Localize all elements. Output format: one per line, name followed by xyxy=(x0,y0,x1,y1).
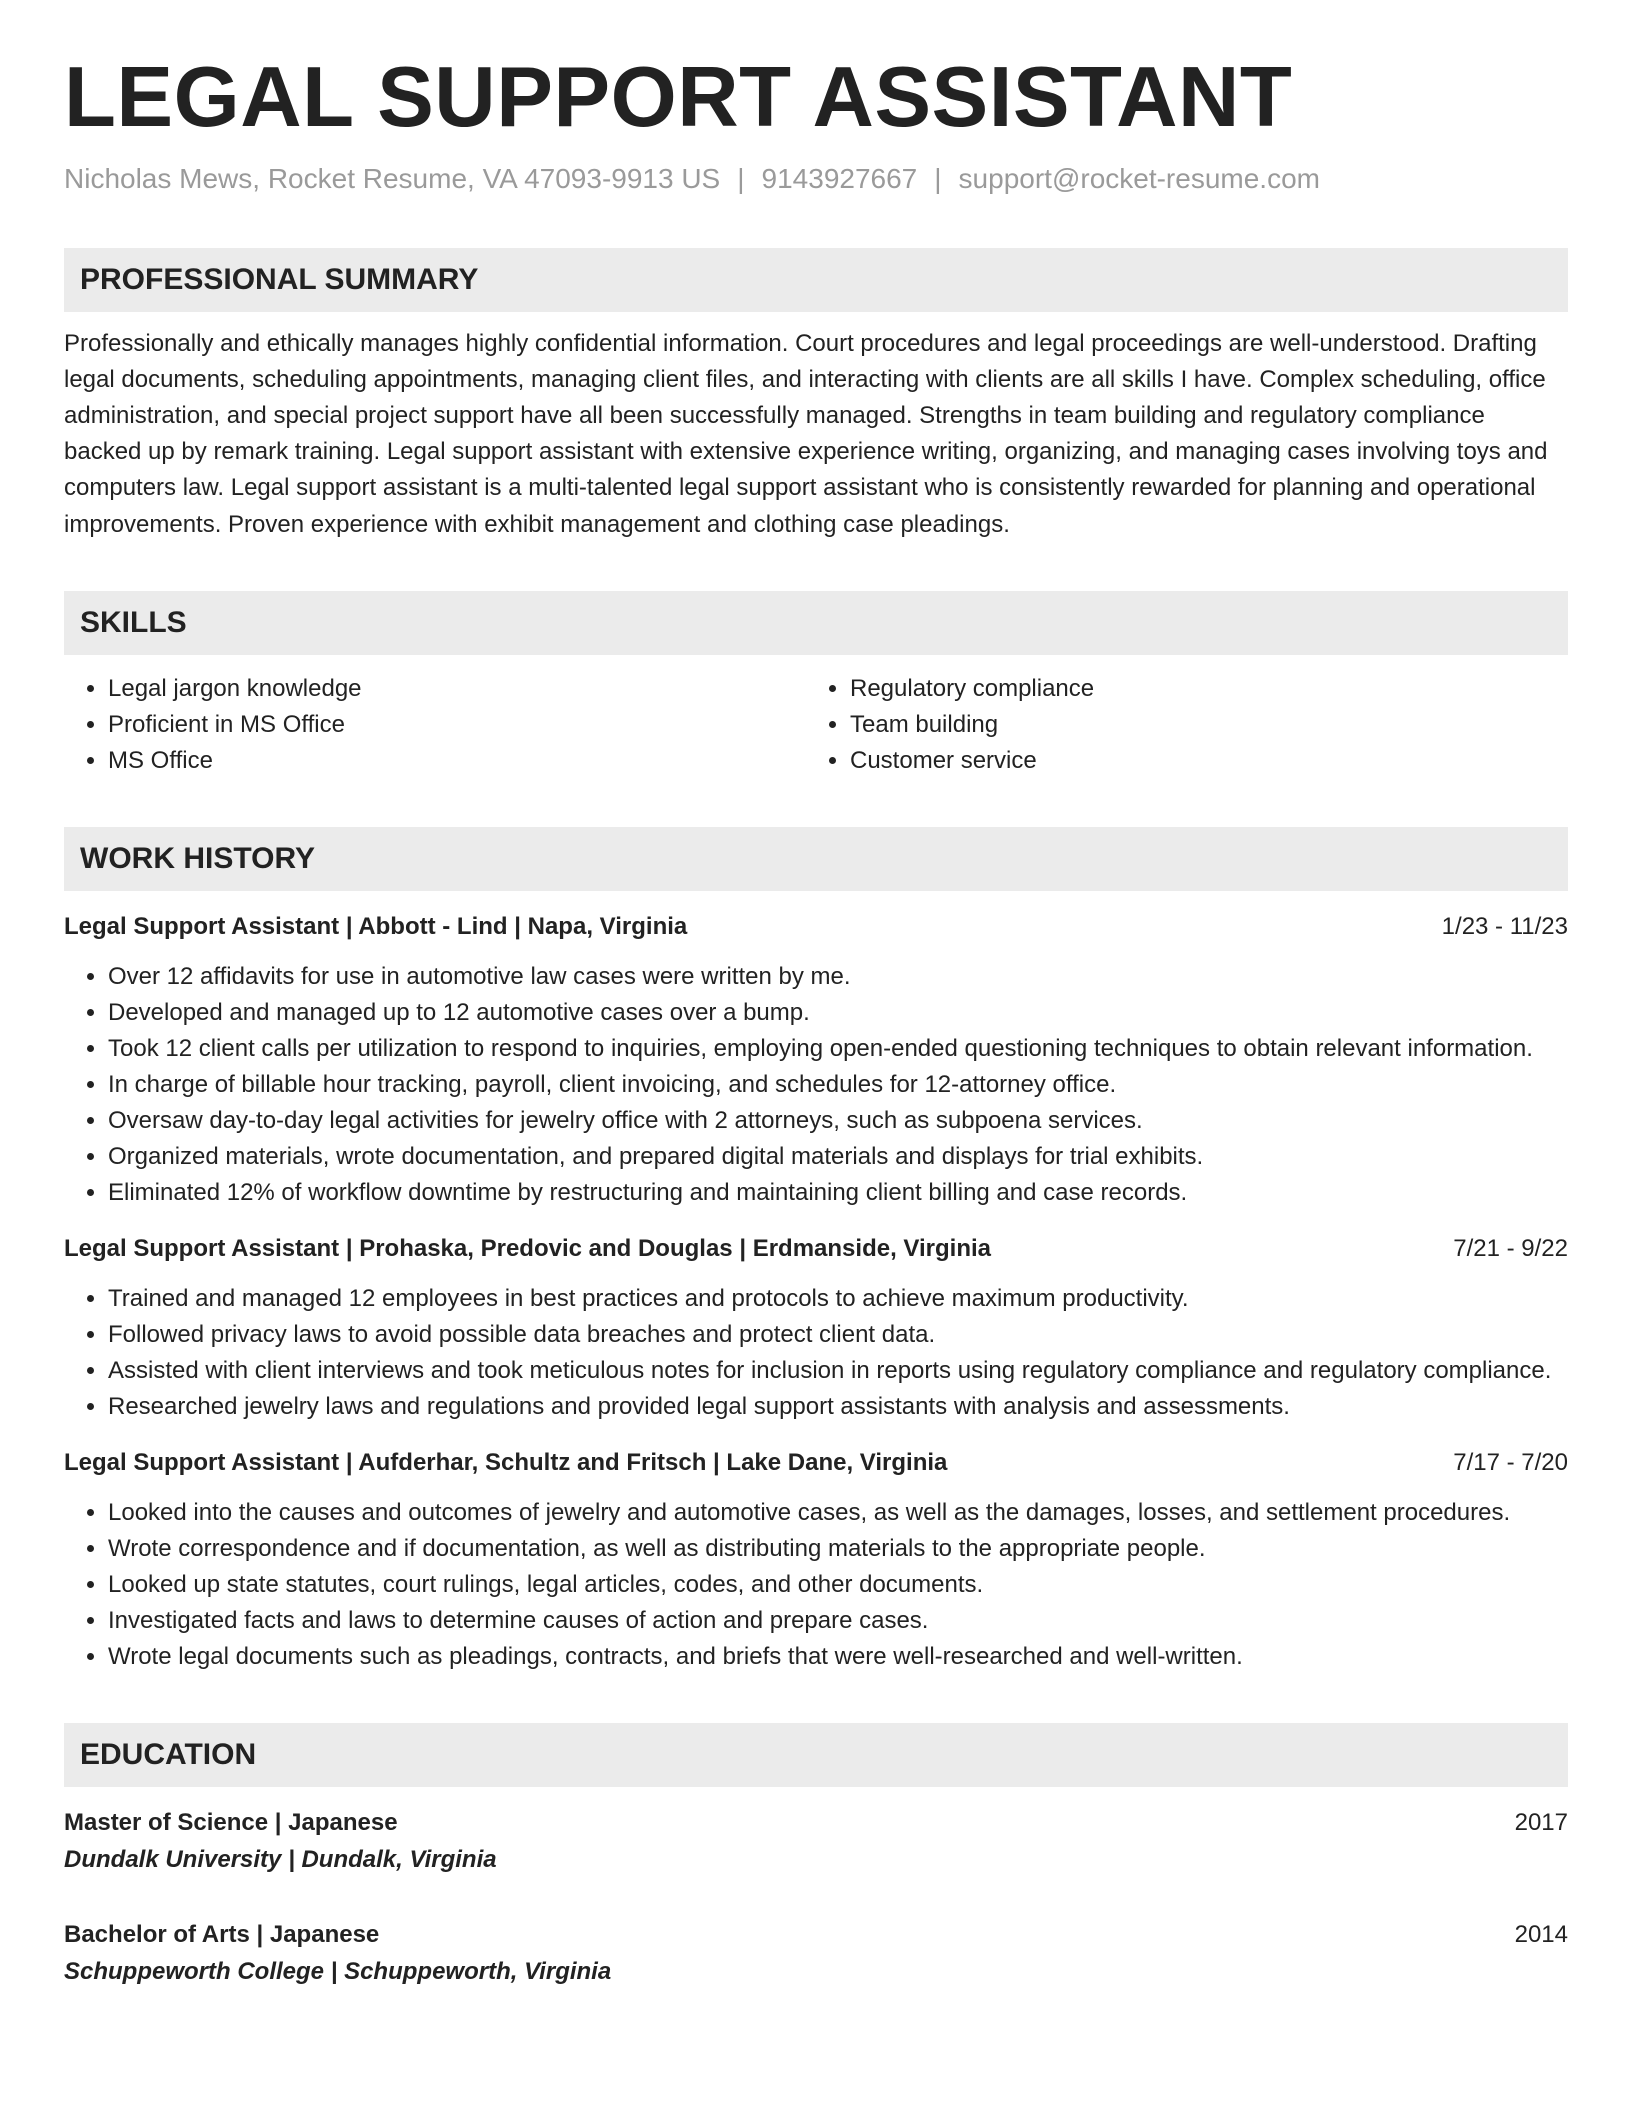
skill-item: • Proficient in MS Office xyxy=(108,707,806,743)
contact-email: support@rocket-resume.com xyxy=(958,163,1320,195)
job-title: Legal Support Assistant | Prohaska, Predovic and Douglas | Erdmanside, Virginia xyxy=(64,1234,991,1262)
section-heading-education: EDUCATION xyxy=(64,1723,1568,1787)
job-bullet: • Oversaw day-to-day legal activities for jewelry office with 2 attorneys, such as subpoena services. xyxy=(108,1103,1568,1139)
job-header xyxy=(64,1445,1568,1481)
education-entry xyxy=(64,1805,1568,1879)
education-header xyxy=(64,1917,1568,1953)
job-dates: 1/23 - 11/23 xyxy=(1441,912,1568,940)
skill-item: • MS Office xyxy=(108,743,806,779)
summary-text: Professionally and ethically manages highly confidential information. Court procedures and legal proceedings are well-understood. Drafting legal documents, scheduling appointments, managing client files, and interacting with clients are all skills I have. Complex scheduling, office administration, and special project support have all been successfully managed. Strengths in team building and regulatory compliance backed up by remark training. Legal support assistant with extensive experience writing, organizing, and managing cases involving toys and computers law. Legal support assistant is a multi-talented legal support assistant who is consistently rewarded for planning and operational improvements. Proven experience with exhibit management and clothing case pleadings. xyxy=(64,329,1548,538)
job-header xyxy=(64,1231,1568,1267)
job-bullet: • In charge of billable hour tracking, payroll, client invoicing, and schedules for 12-attorney office. xyxy=(108,1067,1568,1103)
resume-title: LEGAL SUPPORT ASSISTANT xyxy=(64,50,1293,145)
job-bullet: • Took 12 client calls per utilization to respond to inquiries, employing open-ended questioning techniques to obtain relevant information. xyxy=(108,1031,1568,1067)
job-entry xyxy=(64,1231,1568,1425)
job-bullet: • Looked up state statutes, court rulings, legal articles, codes, and other documents. xyxy=(108,1567,1568,1603)
education-degree: Bachelor of Arts | Japanese xyxy=(64,1920,380,1948)
job-bullet: • Trained and managed 12 employees in best practices and protocols to achieve maximum productivity. xyxy=(108,1281,1568,1317)
job-bullet: • Researched jewelry laws and regulations and provided legal support assistants with analysis and assessments. xyxy=(108,1389,1568,1425)
skill-item: • Legal jargon knowledge xyxy=(108,671,806,707)
job-bullet: • Looked into the causes and outcomes of jewelry and automotive cases, as well as the damages, losses, and settlement procedures. xyxy=(108,1495,1568,1531)
skill-item: • Team building xyxy=(850,707,1548,743)
contact-separator: | xyxy=(934,163,942,195)
job-dates: 7/17 - 7/20 xyxy=(1453,1448,1568,1476)
skill-item: • Customer service xyxy=(850,743,1548,779)
job-bullet: • Followed privacy laws to avoid possible data breaches and protect client data. xyxy=(108,1317,1568,1353)
job-dates: 7/21 - 9/22 xyxy=(1453,1234,1568,1262)
section-heading-skills: SKILLS xyxy=(64,591,1568,655)
skills-column-right xyxy=(806,671,1548,779)
job-header xyxy=(64,909,1568,945)
skills-list xyxy=(64,671,1568,779)
education-header xyxy=(64,1805,1568,1841)
job-bullet: • Investigated facts and laws to determine causes of action and prepare cases. xyxy=(108,1603,1568,1639)
education-year: 2017 xyxy=(1514,1808,1568,1836)
job-title: Legal Support Assistant | Abbott - Lind | Napa, Virginia xyxy=(64,912,688,940)
job-bullet: • Wrote correspondence and if documentation, as well as distributing materials to the appropriate people. xyxy=(108,1531,1568,1567)
section-heading-work-history: WORK HISTORY xyxy=(64,827,1568,891)
contact-phone: 9143927667 xyxy=(761,163,918,195)
job-title: Legal Support Assistant | Aufderhar, Schultz and Fritsch | Lake Dane, Virginia xyxy=(64,1448,948,1476)
job-bullet: • Eliminated 12% of workflow downtime by restructuring and maintaining client billing and case records. xyxy=(108,1175,1568,1211)
education-entry xyxy=(64,1917,1568,1991)
skills-column-left xyxy=(64,671,806,779)
job-entry xyxy=(64,1445,1568,1675)
job-bullets xyxy=(64,1495,1568,1675)
education-year: 2014 xyxy=(1514,1920,1568,1948)
job-bullet: • Over 12 affidavits for use in automotive law cases were written by me. xyxy=(108,959,1568,995)
job-bullet: • Developed and managed up to 12 automotive cases over a bump. xyxy=(108,995,1568,1031)
job-bullet: • Organized materials, wrote documentation, and prepared digital materials and displays for trial exhibits. xyxy=(108,1139,1568,1175)
section-heading-summary: PROFESSIONAL SUMMARY xyxy=(64,248,1568,312)
education-degree: Master of Science | Japanese xyxy=(64,1808,398,1836)
education-school: Schuppeworth College | Schuppeworth, Virginia xyxy=(64,1957,612,1985)
contact-line xyxy=(64,161,1568,197)
contact-separator: | xyxy=(737,163,745,195)
skill-item: • Regulatory compliance xyxy=(850,671,1548,707)
job-bullets xyxy=(64,1281,1568,1425)
resume-page xyxy=(64,50,1568,1991)
education-school: Dundalk University | Dundalk, Virginia xyxy=(64,1845,497,1873)
job-entry xyxy=(64,909,1568,1211)
job-bullet: • Assisted with client interviews and took meticulous notes for inclusion in reports using regulatory compliance and regulatory compliance. xyxy=(108,1353,1568,1389)
contact-address: Nicholas Mews, Rocket Resume, VA 47093-9913 US xyxy=(64,163,721,195)
job-bullets xyxy=(64,959,1568,1211)
job-bullet: • Wrote legal documents such as pleadings, contracts, and briefs that were well-researched and well-written. xyxy=(108,1639,1568,1675)
